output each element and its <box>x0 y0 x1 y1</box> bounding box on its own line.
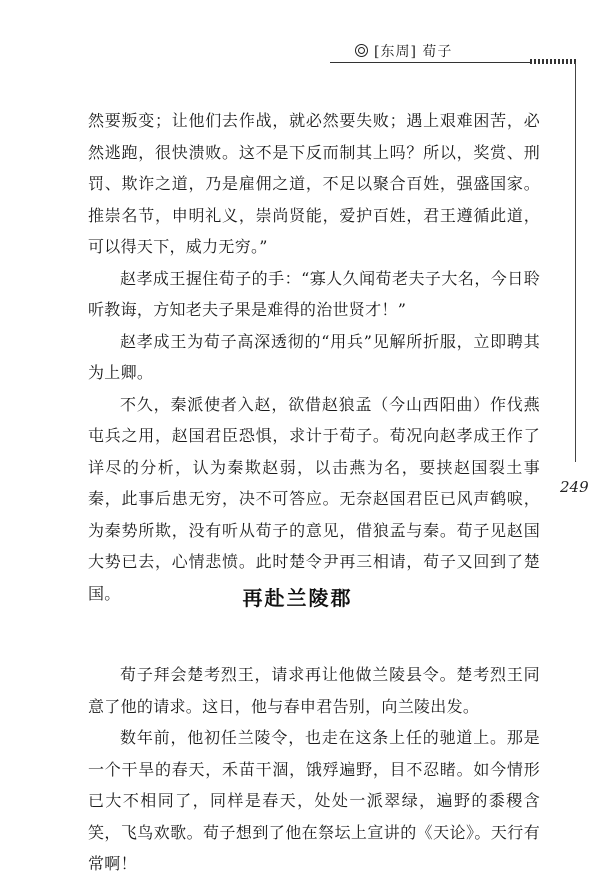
running-head-text: [东周] 荀子 <box>374 44 453 60</box>
paragraph: 数年前，他初任兰陵令，也走在这条上任的驰道上。那是一个干旱的春天，禾苗干涸，饿殍遍野，目不忍睹。如今情形已大不相同了，同样是春天，处处一派翠绿，遍野的黍稷含笑，飞鸟欢歌。荀子想到了他在祭坛上宣讲的《天论》。天行有常啊！ <box>88 728 540 873</box>
header-rule-ornament <box>530 59 576 64</box>
page-number: 249 <box>560 478 589 496</box>
body-text-top <box>88 105 540 609</box>
paragraph: 然要叛变；让他们去作战，就必然要失败；遇上艰难困苦，必然逃跑，很快溃败。这不是下反而制其上吗？所以，奖赏、刑罚、欺诈之道，乃是雇佣之道，不足以聚合百姓，强盛国家。推崇名节，申明礼义，崇尚贤能，爱护百姓，君王遵循此道，可以得天下，威力无穷。” <box>88 111 540 256</box>
paragraph: 赵孝成王握住荀子的手：“寡人久闻荀老夫子大名，今日聆听教诲，方知老夫子果是难得的治世贤才！” <box>88 268 540 319</box>
side-rule <box>575 62 576 462</box>
paragraph: 不久，秦派使者入赵，欲借赵狼孟（今山西阳曲）作伐燕屯兵之用，赵国君臣恐惧，求计于荀子。荀况向赵孝成王作了详尽的分析，认为秦欺赵弱，以击燕为名，要挟赵国裂土事秦，此事后患无穷，决不可答应。无奈赵国君臣已风声鹤唳，为秦势所欺，没有听从荀子的意见，借狼孟与秦。荀子见赵国大势已去，心情悲愤。此时楚令尹再三相请，荀子又回到了楚国。 <box>88 394 540 603</box>
paragraph: 荀子拜会楚考烈王，请求再让他做兰陵县令。楚考烈王同意了他的请求。这日，他与春申君告别，向兰陵出发。 <box>88 665 540 716</box>
section-title: 再赴兰陵郡 <box>242 586 353 610</box>
circle-ornament-icon <box>355 44 368 57</box>
paragraph: 赵孝成王为荀子高深透彻的“用兵”见解所折服，立即聘其为上卿。 <box>88 331 540 382</box>
body-text-section <box>88 659 540 880</box>
running-head <box>355 41 452 61</box>
